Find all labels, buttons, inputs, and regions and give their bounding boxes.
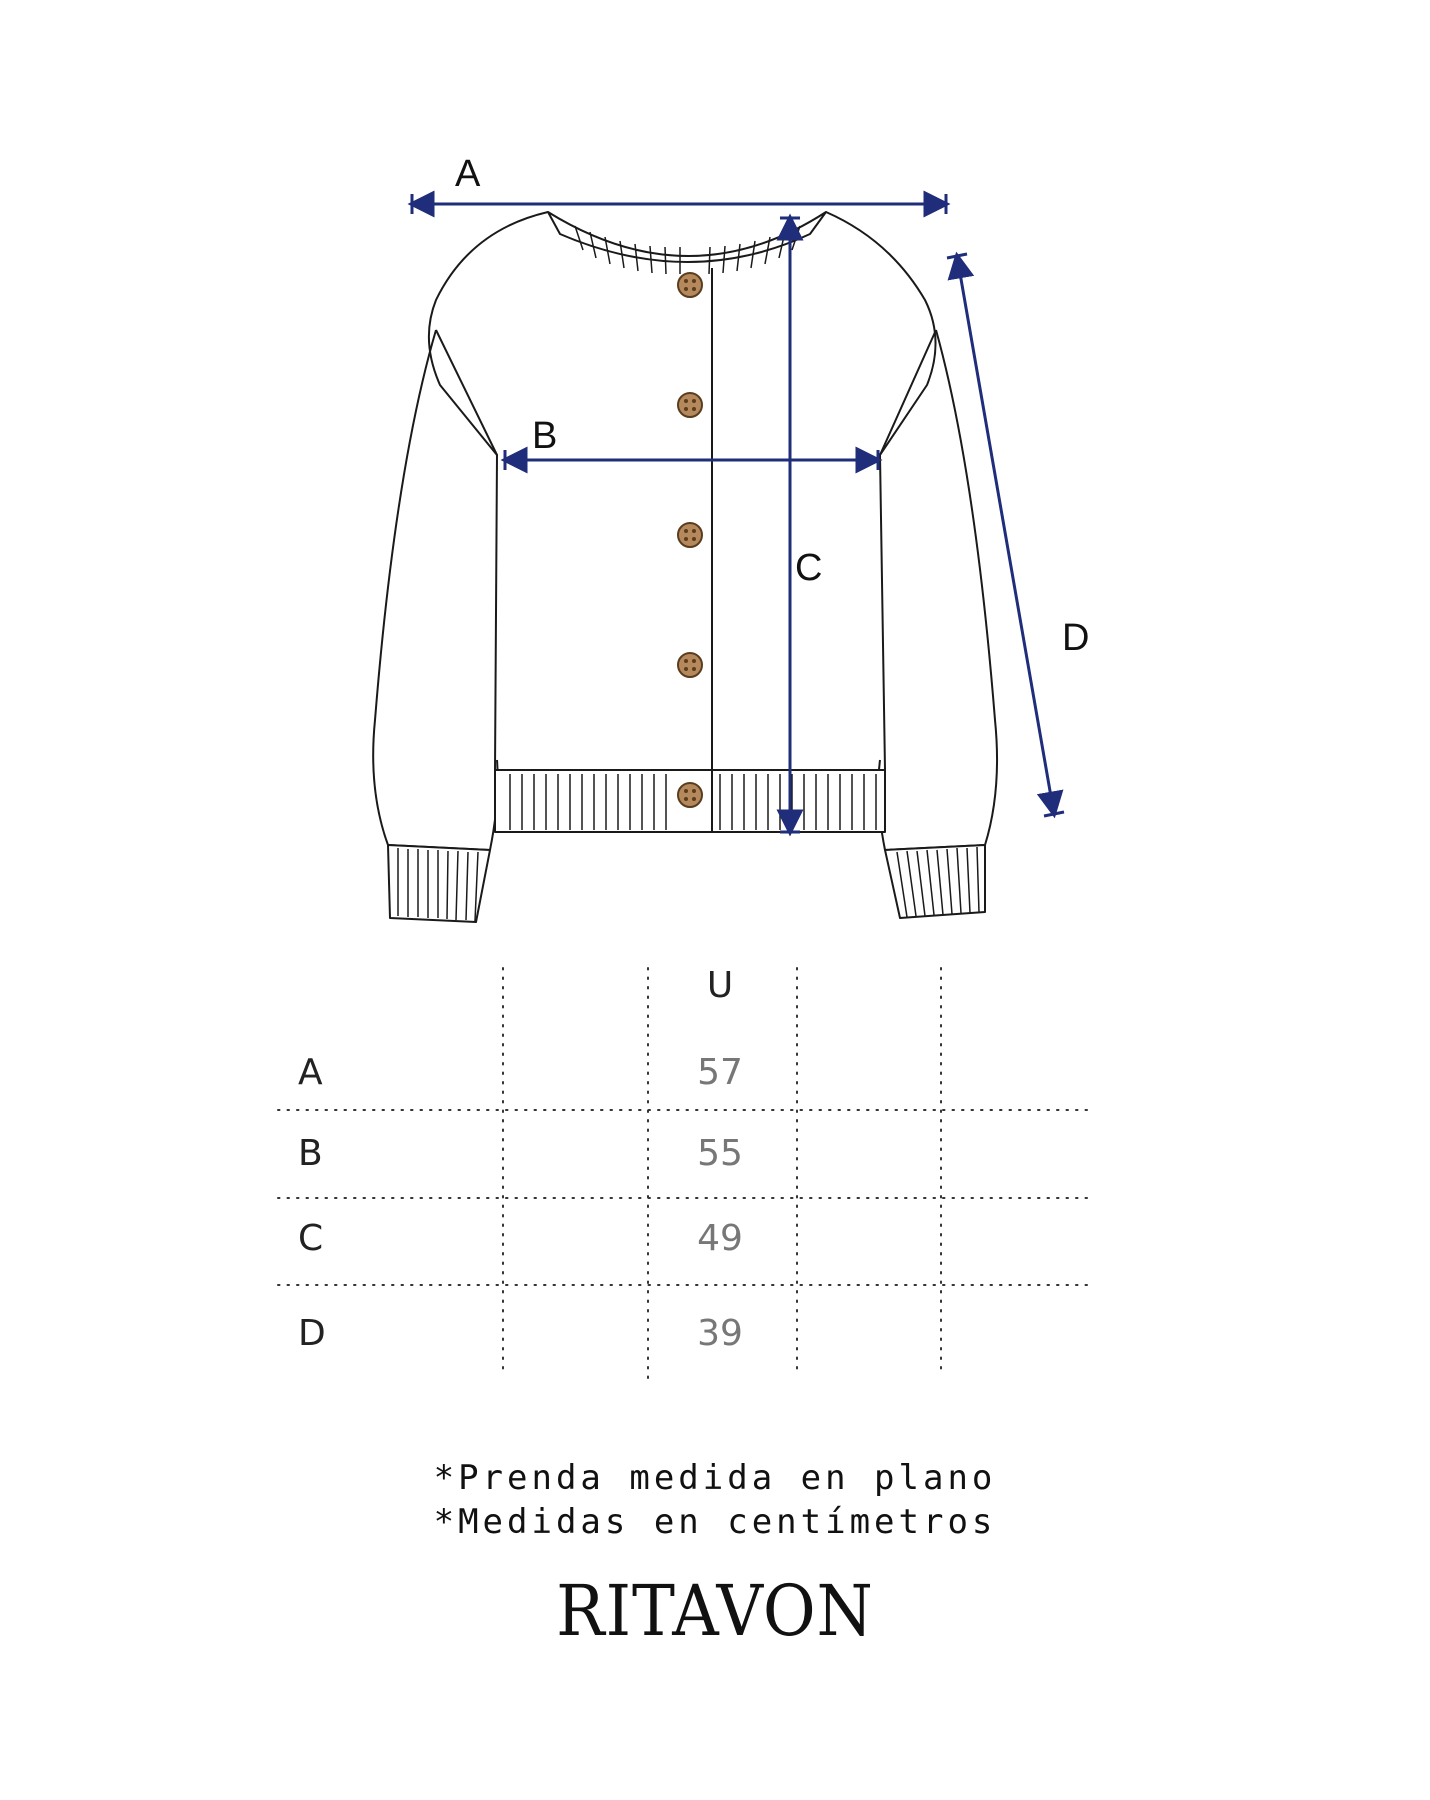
button-icon (678, 653, 702, 677)
button-icon (678, 273, 702, 297)
brand-logo: RITAVON (556, 1570, 874, 1652)
measurements (412, 194, 1064, 832)
body (429, 212, 936, 770)
garment-outline (373, 212, 997, 922)
row-label-c: C (298, 1218, 324, 1259)
button-icon (678, 393, 702, 417)
row-label-a: A (298, 1052, 323, 1093)
label-c: C (795, 547, 823, 589)
row-label-d: D (298, 1313, 326, 1354)
note-units: *Medidas en centímetros (433, 1502, 997, 1542)
button-icon (678, 523, 702, 547)
note-flat-measure: *Prenda medida en plano (433, 1458, 997, 1498)
button-icon (678, 783, 702, 807)
row-value-c: 49 (697, 1218, 743, 1259)
buttons (678, 273, 702, 807)
size-column-header: U (706, 965, 734, 1006)
row-value-b: 55 (697, 1133, 743, 1174)
row-value-a: 57 (697, 1052, 743, 1093)
left-sleeve (373, 330, 498, 850)
right-sleeve (878, 330, 997, 850)
row-value-d: 39 (697, 1313, 743, 1354)
measure-line-d (957, 256, 1054, 814)
row-label-b: B (298, 1133, 323, 1174)
label-b: B (532, 415, 558, 457)
label-a: A (455, 153, 481, 195)
label-d: D (1062, 617, 1090, 659)
left-cuff (388, 845, 490, 922)
